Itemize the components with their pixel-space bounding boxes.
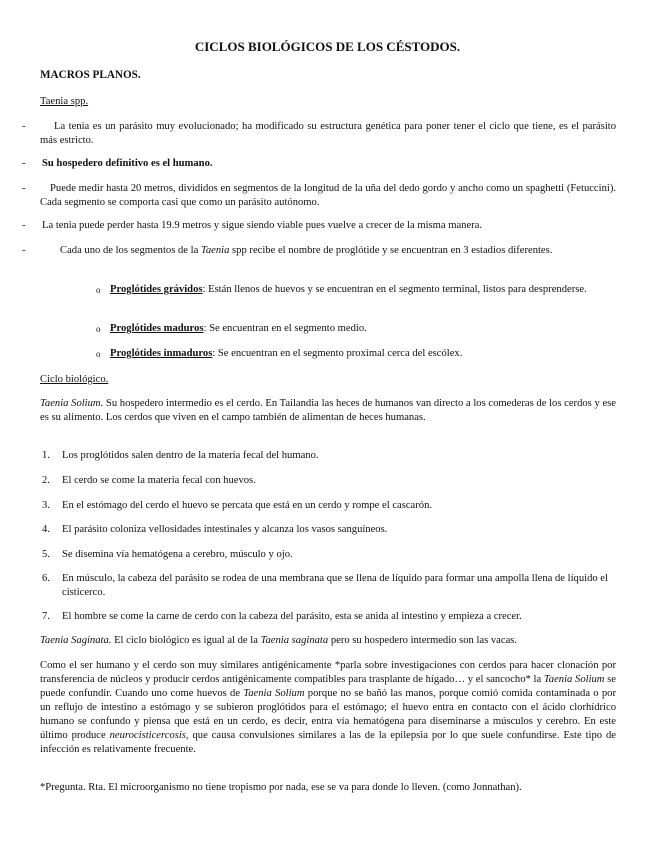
step-item: 4. El parásito coloniza vellosidades intestinales y alcanza los vasos sanguíneos. (42, 524, 388, 535)
stage-term: Proglótides inmaduros (110, 348, 213, 359)
antigen-paragraph: Como el ser humano y el cerdo son muy similares antigénicamente *parla sobre investigaciones con cerdos para hacer clonación por transferencia de núcleos y producir cerdos antigénicamente compatibles para trasplante de hígado… y el sancocho* la Taenia Solium se puede confundir. Cuando uno come huevos de Taenia Solium porque no se bañó las manos, porque comió comida contaminada o por un reflujo de intestino a estómago y se subieron proglótidos para el estómago; el huevo entra en contacto con el ácido clorhídrico humano se confundo y piensa que está en un cerdo, es decir, entra vía hematógena para diseminarse a músculos y cerebro. En este último produce neurocisticercosis, que causa convulsiones similares a las de la epilepsia por lo que suele confundirse. Este tipo de infección es relativamente frecuente. (40, 660, 617, 755)
dash-item: Su hospedero definitivo es el humano. (42, 158, 213, 169)
step-item: 1. Los proglótidos salen dentro de la materia fecal del humano. (42, 450, 319, 461)
document-title: CICLOS BIOLÓGICOS DE LOS CÉSTODOS. (194, 39, 461, 54)
bullet-marker: o (96, 324, 101, 334)
stage-term: Proglótides grávidos (110, 284, 203, 295)
step-item: 5. Se disemina vía hematógena a cerebro, músculo y ojo. (42, 549, 293, 560)
stage-item: o Proglótides maduros: Se encuentran en el segmento medio. (96, 323, 367, 334)
genus-heading (40, 95, 616, 109)
step-item: 7. El hombre se come la carne de cerdo con la cabeza del parásito, esta se anida al intestino y empieza a crecer. (42, 611, 522, 622)
dash-item: Puede medir hasta 20 metros, divididos en segmentos de la longitud de la uña del dedo gordo y ancho como un spaghetti (Fetuccini). Cada segmento se comporta casi que como un parásito autónomo. (40, 183, 616, 208)
step-item: 3. En el estómago del cerdo el huevo se percata que está en un cerdo y rompe el cascarón. (42, 500, 433, 511)
bullet-marker: o (96, 349, 101, 359)
section-heading: MACROS PLANOS. (40, 69, 141, 81)
dash-item: La tenia puede perder hasta 19.9 metros y sigue siendo viable pues vuelve a crecer de la misma manera. (42, 220, 483, 231)
dash-marker: - (22, 183, 26, 194)
dash-marker: - (22, 121, 26, 132)
dash-marker: - (22, 245, 26, 256)
stage-item: o Proglótides inmaduros: Se encuentran en el segmento proximal cerca del escólex. (96, 348, 463, 359)
dash-item: Cada uno de los segmentos de la Taenia spp recibe el nombre de proglótide y se encuentran en 3 estadios diferentes. (60, 245, 553, 256)
dash-marker: - (22, 158, 26, 169)
step-item: 2. El cerdo se come la materia fecal con huevos. (42, 475, 256, 486)
dash-marker: - (22, 220, 26, 231)
dash-item: La tenia es un parásito muy evolucionado; ha modificado su estructura genética para poner tener el ciclo que tiene, es el parásito más estricto. (40, 121, 616, 146)
stage-term: Proglótides maduros (110, 323, 204, 334)
cycle-heading: Ciclo biológico. (40, 374, 109, 385)
bullet-marker: o (96, 285, 101, 295)
genus-heading-text: Taenia spp. (40, 96, 89, 107)
footnote: *Pregunta. Rta. El microorganismo no tiene tropismo por nada, ese se va para donde lo lleven. (como Jonnathan). (40, 782, 522, 793)
saginata-par: Taenia Saginata. El ciclo biológico es igual al de la Taenia saginata pero su hospedero intermedio son las vacas. (40, 635, 518, 646)
stage-item: o Proglótides grávidos: Están llenos de huevos y se encuentran en el segmento terminal, listos para desprenderse. (96, 284, 587, 295)
solium-intro: Taenia Solium. Su hospedero intermedio es el cerdo. En Tailandia las heces de humanos van directo a los comederas de los cerdos y ese es su alimento. Los cerdos que viven en el campo también de alimentan de heces humanas. (40, 398, 617, 423)
step-item: 6. En músculo, la cabeza del parásito se rodea de una membrana que se llena de líquido para formar una ampolla llena de líquido el cisticerco. (42, 573, 608, 598)
